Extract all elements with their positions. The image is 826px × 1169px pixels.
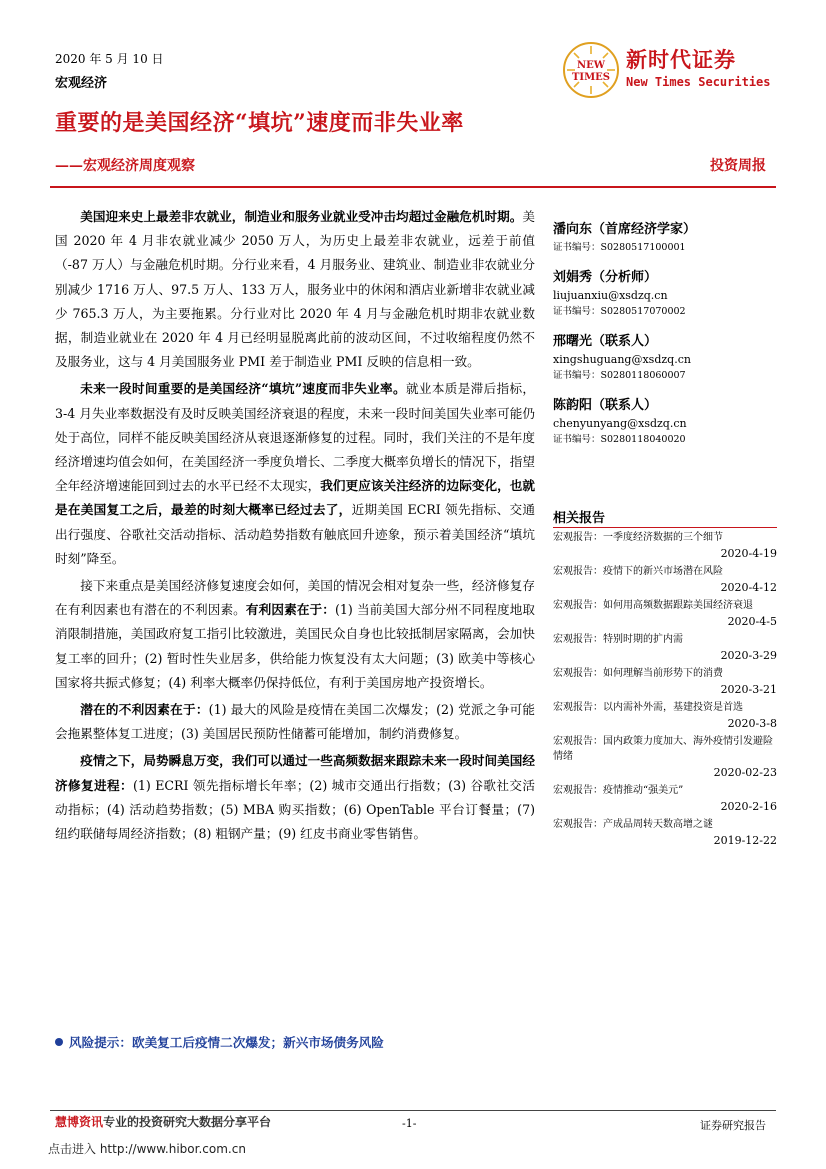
report-subtitle: ——宏观经济周度观察 [55,158,195,174]
report-title: 重要的是美国经济“填坑”速度而非失业率 [55,110,464,136]
footer-divider [50,1110,776,1111]
bullet-icon [55,1038,63,1046]
analyst-email[interactable]: liujuanxiu@xsdzq.cn [553,289,668,302]
related-reports-heading: 相关报告 [553,511,606,526]
analyst: 邢曙光（联系人） xingshuguang@xsdzq.cn 证书编号：S0280118060007 [553,332,777,383]
analyst-email[interactable]: chenyunyang@xsdzq.cn [553,417,687,430]
analyst: 刘娟秀（分析师） liujuanxiu@xsdzq.cn 证书编号：S0280517070002 [553,268,777,319]
paragraph-5: 疫情之下，局势瞬息万变，我们可以通过一些高频数据来跟踪未来一段时间美国经济修复进程：(1) ECRI 领先指标增长年率；(2) 城市交通出行指数；(3) 谷歌社交活动指标；(4) 活动趋势指数；(5) MBA 购买指数；(6) OpenTable 平台订餐量；(7) 纽约联储每周经济指数；(8) 粗钢产量；(9) 红皮书商业零售销售。 [55,753,535,842]
svg-text:TIMES: TIMES [571,72,611,83]
report-category: 宏观经济 [55,76,108,91]
website-link[interactable]: 点击进入 http://www.hibor.com.cn [48,1142,246,1156]
paragraph-4: 潜在的不利因素在于：(1) 最大的风险是疫情在美国二次爆发；(2) 党派之争可能会拖累整体复工进度；(3) 美国居民预防性储蓄可能增加，制约消费修复。 [55,702,536,742]
report-date: 2020 年 5 月 10 日 [55,52,164,66]
paragraph-3: 接下来重点是美国经济修复速度会如何，美国的情况会相对复杂一些，经济修复存在有利因素也有潜在的不利因素。有利因素在于：(1) 当前美国大部分州不同程度地取消限制措施，美国政府复工指引比较激进，美国民众自身也比较抵制居家隔离，会加快复工率的回升；(2) 暂时性失业居多，供给能力恢复没有太大问题；(3) 欧美中等核心国家将共振式修复；(4) 利率大概率仍保持低位，有利于美国房地产投资增长。 [55,578,536,690]
watermark: 慧博资讯专业的投资研究大数据分享平台 [55,1115,272,1129]
related-report[interactable]: 宏观报告：一季度经济数据的三个细节 2020-4-19 [553,532,777,560]
paragraph-2: 未来一段时间重要的是美国经济“填坑”速度而非失业率。就业本质是滞后指标，3-4 月失业率数据没有及时反映美国经济衰退的程度，未来一段时间美国失业率可能仍处于高位，同样不能反映美国经济从衰退逐渐修复的过程。同时，我们关注的不是年度经济增速均值会如何，在美国经济一季度负增长、二季度大概率负增长的情况下，指望全年经济增速能回到过去的水平已经不太现实，我们更应该关注经济的边际变化，也就是在美国复工之后，最差的时刻大概率已经过去了，近期美国 ECRI 领先指标、交通出行强度、谷歌社交活动指标、活动趋势指数有触底回升迹象，预示着美国经济“填坑时刻”降至。 [55,381,536,566]
company-logo [560,40,780,100]
logo-english-name: New Times Securities [626,75,771,89]
related-report[interactable]: 宏观报告：国内政策力度加大、海外疫情引发避险情绪 2020-02-23 [553,736,777,779]
paragraph-1: 美国迎来史上最差非农就业，制造业和服务业就业受冲击均超过金融危机时期。美国 2020 年 4 月非农就业减少 2050 万人，为历史上最差非农就业，远差于前值（-87 万人）与金融危机时期。分行业来看，4 月服务业、建筑业、制造业非农就业分别减少 1716 万人、97.5 万人、133 万人，服务业中的休闲和酒店业新增非农就业减少 765.3 万人，为主要拖累。分行业对比 2020 年 4 月与金融危机时期非农就业数据，制造业就业在 2020 年 4 月已经明显脱离此前的波动区间，不过收缩程度仍然不及服务业，这与 4 月美国服务业 PMI 差于制造业 PMI 反映的信息相一致。 [55,209,535,370]
related-report[interactable]: 宏观报告：如何用高频数据跟踪美国经济衰退 2020-4-5 [553,600,777,628]
analyst: 潘向东（首席经济学家） 证书编号：S0280517100001 [553,222,697,253]
related-report[interactable]: 宏观报告：疫情下的新兴市场潜在风险 2020-4-12 [553,566,777,594]
svg-text:NEW: NEW [577,60,605,71]
related-reports-list [553,528,777,849]
analyst: 陈韵阳（联系人） chenyunyang@xsdzq.cn 证书编号：S0280118040020 [553,396,777,447]
page-number: -1- [402,1117,417,1130]
related-report[interactable]: 宏观报告：特别时期的扩内需 2020-3-29 [553,634,777,662]
logo-chinese-name: 新时代证券 [626,47,736,72]
new-times-logo-icon [560,40,622,100]
analyst-list [553,220,777,460]
related-report[interactable]: 宏观报告：疫情推动“强美元” 2020-2-16 [553,785,777,813]
analyst-email[interactable]: xingshuguang@xsdzq.cn [553,353,691,366]
related-report[interactable]: 宏观报告：如何理解当前形势下的消费 2020-3-21 [553,668,777,696]
related-report[interactable]: 宏观报告：产成品周转天数高增之谜 2019-12-22 [553,819,777,847]
header-divider [50,186,776,188]
report-type: 投资周报 [710,158,766,174]
report-body [55,205,535,849]
footer-label: 证券研究报告 [700,1119,766,1132]
risk-warning: 风险提示：欧美复工后疫情二次爆发；新兴市场债务风险 [55,1032,384,1051]
related-report[interactable]: 宏观报告：以内需补外需，基建投资是首选 2020-3-8 [553,702,777,730]
